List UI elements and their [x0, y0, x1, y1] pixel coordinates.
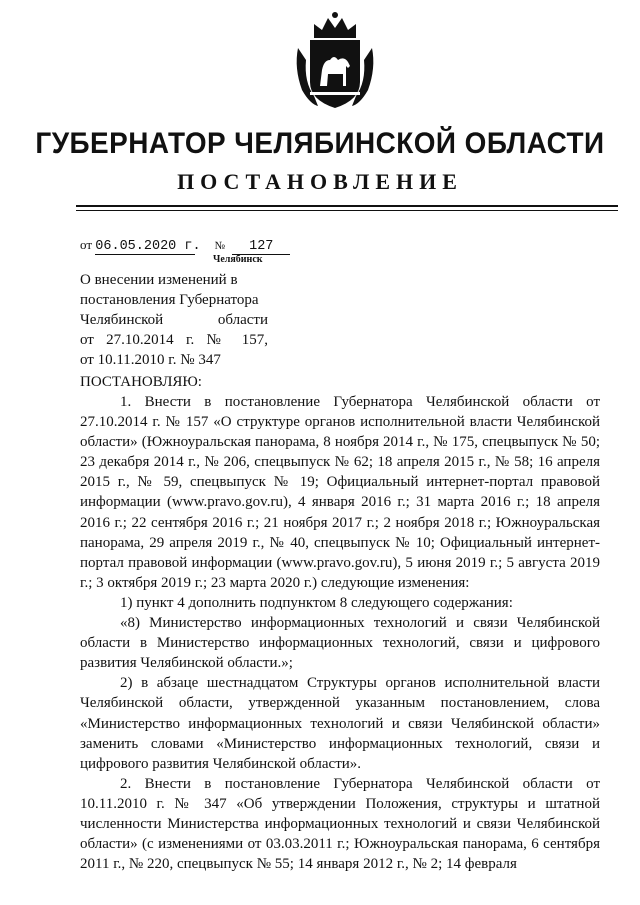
document-number: 127	[232, 239, 290, 255]
paragraph: 2. Внести в постановление Губернатора Челябинской области от 10.11.2010 г. № 347 «Об утверждении Положения, структуры и штатной численности Министерства информационных технологий и связи Челябинской области» (с изменениями от 03.03.2011 г.; Южноуральская панорама, 6 сентября 2011 г., № 220, спецвыпуск № 55; 14 января 2012 г., № 2; 14 февраля	[80, 775, 600, 873]
decree-word: ПОСТАНОВЛЯЮ:	[80, 374, 202, 390]
subject-line: О внесении изменений в	[80, 272, 238, 288]
document-subject	[80, 270, 268, 370]
coat-of-arms-icon	[292, 8, 378, 114]
subject-line: от 27.10.2014 г. № 157,	[80, 332, 268, 348]
paragraph: «8) Министерство информационных технологий и связи Челябинской области в Министерство информационных технологий, связи и цифрового развития Челябинской области.»;	[80, 615, 600, 672]
header-divider-thin	[76, 210, 618, 211]
document-date: 06.05.2020 г.	[95, 239, 201, 254]
document-header-title: ГУБЕРНАТОР ЧЕЛЯБИНСКОЙ ОБЛАСТИ	[35, 127, 605, 160]
document-body	[80, 392, 600, 874]
number-sign: №	[214, 240, 226, 252]
paragraph: 2) в абзаце шестнадцатом Структуры органов исполнительной власти Челябинской области, утвержденной указанным постановлением, слова «Министерство информационных технологий и связи Челябинской области» заменить словами «Министерство информационных технологий, связи и цифрового развития Челябинской области».	[80, 675, 600, 772]
date-prefix: от	[80, 237, 93, 252]
date-number-line	[80, 237, 290, 255]
subject-line: Челябинской области	[80, 312, 268, 328]
subject-line: постановления Губернатора	[80, 292, 259, 308]
document-city: Челябинск	[213, 254, 263, 265]
document-type-title: ПОСТАНОВЛЕНИЕ	[177, 169, 463, 194]
subject-line: от 10.11.2010 г. № 347	[80, 352, 221, 368]
header-divider	[76, 205, 618, 207]
paragraph: 1. Внести в постановление Губернатора Челябинской области от 27.10.2014 г. № 157 «О структуре органов исполнительной власти Челябинской области» (Южноуральская панорама, 8 ноября 2014 г., № 175, спецвыпуск № 50; 23 декабря 2014 г., № 206, спецвыпуск № 62; 18 апреля 2015 г., № 58; 16 апреля 2015 г., № 59, спецвыпуск № 19; Официальный интернет-портал правовой информации (www.pravo.gov.ru), 4 января 2016 г.; 31 марта 2016 г.; 18 апреля 2016 г.; 22 сентября 2016 г.; 21 ноября 2017 г.; 2 ноября 2018 г.; Южноуральская панорама, 29 апреля 2019 г., № 40, спецвыпуск № 10; Официальный интернет-портал правовой информации (www.pravo.gov.ru), 5 июня 2019 г.; 5 августа 2019 г.; 3 октября 2019 г.; 23 марта 2020 г.) следующие изменения:	[80, 394, 600, 591]
paragraph: 1) пункт 4 дополнить подпунктом 8 следующего содержания:	[120, 594, 513, 611]
